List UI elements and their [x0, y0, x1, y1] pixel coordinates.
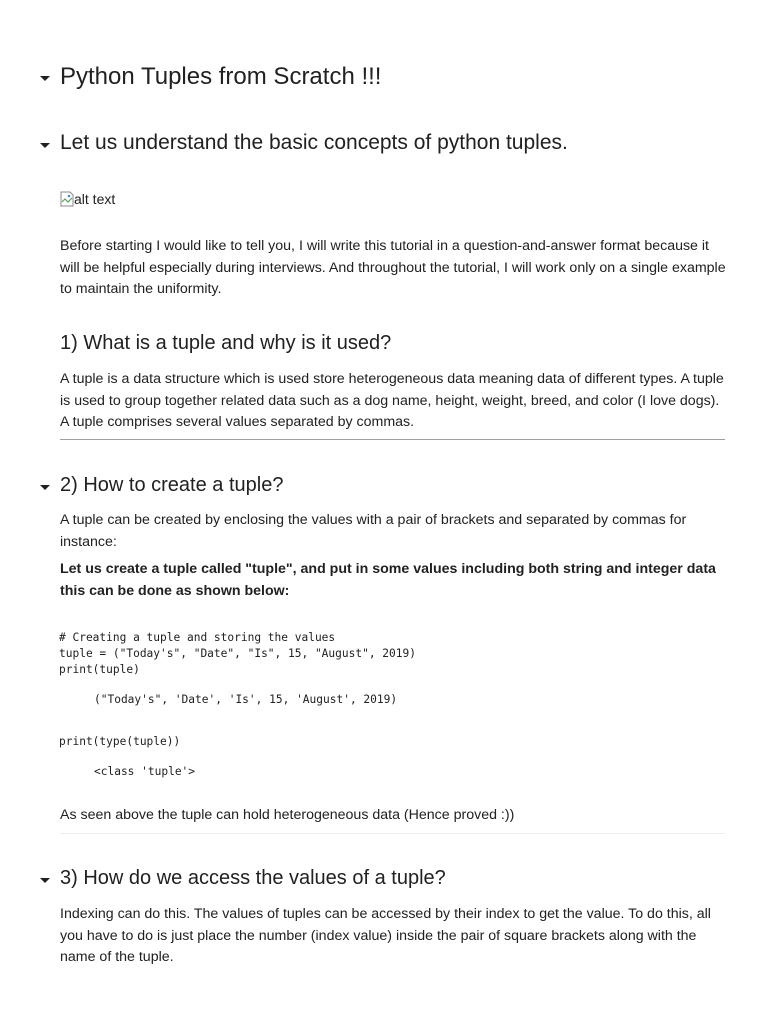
divider [60, 439, 725, 440]
intro-paragraph: Before starting I would like to tell you, I will write this tutorial in a question-and-answer format because it will be helpful especially during interviews. And throughout the tutorial, I will work only on a single example to maintain the uniformity. [60, 238, 726, 297]
collapse-caret-icon[interactable] [40, 76, 50, 81]
question-heading-2: 2) How to create a tuple? [60, 474, 284, 496]
q2-bold-note: Let us create a tuple called "tuple", and put in some values including both string and integer data this can be done as shown below: [60, 561, 716, 599]
broken-image [60, 189, 115, 209]
code-cell-line: print(type(tuple)) [59, 735, 181, 748]
collapse-caret-icon[interactable] [40, 143, 50, 148]
collapse-caret-icon[interactable] [40, 878, 50, 883]
q1-answer: A tuple is a data structure which is used store heterogeneous data meaning data of different types. A tuple is used to group together related data such as a dog name, height, weight, breed, and color (I love dogs). A tuple comprises several values separated by commas. [60, 371, 724, 430]
code-cell-line: # Creating a tuple and storing the values [59, 631, 336, 644]
image-alt-text: alt text [74, 191, 116, 207]
code-cell-line: tuple = ("Today's", "Date", "Is", 15, "August", 2019) [59, 647, 416, 660]
q2-answer: A tuple can be created by enclosing the values with a pair of brackets and separated by commas for instance: [60, 512, 687, 550]
code-cell-line: print(tuple) [59, 663, 140, 676]
section-heading: Let us understand the basic concepts of python tuples. [60, 131, 568, 154]
question-heading-1: 1) What is a tuple and why is it used? [60, 332, 392, 354]
question-heading-3: 3) How do we access the values of a tuple? [60, 867, 446, 889]
q2-result: As seen above the tuple can hold heterogeneous data (Hence proved :)) [60, 807, 515, 823]
page-title: Python Tuples from Scratch !!! [60, 63, 382, 90]
q3-answer: Indexing can do this. The values of tuples can be accessed by their index to get the value. To do this, all you have to do is just place the number (index value) inside the pair of square brackets along with the name of the tuple. [60, 906, 711, 965]
divider [60, 833, 725, 834]
code-output: <class 'tuple'> [94, 765, 196, 778]
collapse-caret-icon[interactable] [40, 485, 50, 490]
broken-image-icon [60, 191, 74, 207]
code-output: ("Today's", 'Date', 'Is', 15, 'August', 2019) [94, 693, 398, 706]
